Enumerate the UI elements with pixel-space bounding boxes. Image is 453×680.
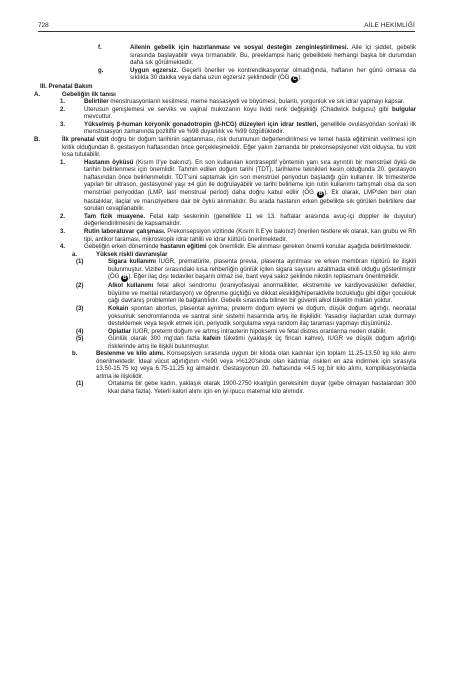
list-item bbox=[60, 158, 416, 213]
item-text: menstruasyonların kesilmesi, meme hassasiyeti ve büyümesi, bulantı, yorgunluk ve sık idrar yapmayı kapsar. bbox=[108, 98, 405, 106]
item-marker: (5) bbox=[76, 335, 84, 343]
item-text: spontan abortus, plasental ayrılma, preterm doğum eylemi ve doğum, düşük doğum ağırlığı, neonatal yoksunluk sendromlarında ve santral sinir sistemi hasarında artış ile ilişkilidir. Yasadışı ilaçlardan uzak durmayı desteklemek veya teşvik etmek için, periyodik sorgulama veya random ilaç taraması yapmayı düşününüz. bbox=[108, 304, 416, 328]
item-emphasis: kafein bbox=[202, 335, 221, 343]
item-marker: a. bbox=[72, 250, 78, 258]
page-body bbox=[34, 44, 417, 396]
item-text-tail: tüketimi (yaklaşık üç fincan kahve), IUGR ve düşük doğum ağırlığı risklerinde artış ile ilişkili bulunmuştur. bbox=[108, 335, 416, 350]
item-marker: (3) bbox=[76, 304, 84, 312]
item-heading: Gebeliğin ilk tanısı bbox=[62, 90, 116, 98]
item-heading: Beslenme ve kilo alımı. bbox=[96, 350, 165, 358]
item-heading: Yüksek riskli davranışlar bbox=[96, 250, 168, 258]
item-marker: b. bbox=[72, 350, 78, 358]
item-marker: A. bbox=[34, 90, 41, 98]
list-item bbox=[76, 327, 416, 336]
list-item bbox=[34, 90, 416, 99]
list-item bbox=[60, 212, 416, 228]
list-item bbox=[34, 136, 417, 159]
list-item bbox=[98, 44, 416, 67]
page-header bbox=[38, 22, 415, 32]
list-item bbox=[60, 105, 416, 121]
list-item bbox=[60, 243, 416, 251]
evidence-grade-badge: B bbox=[318, 190, 323, 197]
item-text: Uterusun genişlemesi ve serviks ve vajinal mukozanın koyu lividi renk değişikliği (Chadwick bulgusu) gibi bbox=[84, 105, 392, 113]
item-text: Ortalama bir gebe kadın, yaklaşık olarak 1900-2750 kkal/gün gereksinim duyar (gebe olmayan hastalardan 300 kkal daha fazla). Yeterli kalori alımı için en iyi ipucu maternal kilo alımıdır. bbox=[108, 380, 416, 395]
item-marker: (1) bbox=[76, 258, 84, 266]
list-item bbox=[72, 250, 416, 259]
item-heading: Alkol kullanımı bbox=[108, 282, 154, 290]
item-marker: 2. bbox=[60, 105, 66, 113]
item-text: IUGR, preterm doğum ve artmış intrauterin hipoksemi ve fetal distres oranlarına neden olabilir. bbox=[131, 327, 387, 335]
evidence-grade-badge: C bbox=[292, 76, 297, 83]
item-text: genellikle ovulasyondan sonraki ilk menstruasyon zamanında pozitiftir ve %98 duyarlılık ve %99 özgüllüktedir. bbox=[84, 120, 416, 136]
item-text: Günlük olarak 300 mg'dan fazla bbox=[108, 335, 203, 343]
item-marker: (4) bbox=[76, 327, 84, 335]
item-text: Aile içi şiddet, gebelik sırasında başlayabilir veya tırmanabilir. Bu, preeklampsi hariç gebelikteki herhangi başka bir durumdan daha sık görülmektedir. bbox=[130, 44, 416, 67]
item-text: (Kısım II'ye bakınız). En son kullanılan kontraseptif yöntemin yanı sıra ayrıntılı bir menstrüel öykü de tarihin belirlenmesi için önemlidir. Tahmin edilen doğum tarihi (TDT), tarihleme teknikleri kesin olduğunda 20. gestasyon haftasından önce belirlenmelidir. TDT'sini saptamak için son menstrüel periyodun başladığı gün kullanılır. İlk trimesterde yapılan bir ultrason, gestasyonel yaşı ±4 gün ile doğrulayabilir ve tarihi belirleme için rutin kullanımı tartışmalı olsa da son menstrüel periyoddan (LMP, last menstrual period) daha doğru kabul edilir (ÖG bbox=[84, 158, 416, 196]
item-text-tail: ). Ek olarak, LMP'den beri olan hastalıklar, ilaçlar ve maruziyetlere dair bir öykü alınmalıdır. Bu arada hastanın erken gebelikte sık görülen belirtilere dair soruları cevaplanabilir. bbox=[84, 188, 416, 213]
item-marker: B. bbox=[34, 136, 41, 144]
item-text: Prekonsepsiyon vizitinde (Kısım II.E'ye bakınız) önerilen testlere ek olarak, kan grubu ve Rh tipi, antikor taraması, mikroskopik idrar tahlili ve idrar kültürü önerilmektedir. bbox=[84, 228, 416, 243]
list-item bbox=[60, 98, 416, 106]
item-text: Gebeliğin erken döneminde bbox=[84, 243, 161, 251]
running-title: AİLE HEKİMLİĞİ bbox=[364, 22, 415, 29]
item-marker: g. bbox=[98, 66, 104, 74]
list-item bbox=[72, 350, 416, 380]
item-marker: 4. bbox=[60, 243, 66, 251]
item-heading: Sigara kullanımı bbox=[108, 258, 156, 266]
list-item bbox=[76, 282, 416, 305]
item-text-tail: ). bbox=[298, 74, 302, 82]
item-heading: Belirtiler bbox=[84, 98, 109, 106]
item-heading: İlk prenatal vizit bbox=[62, 136, 109, 144]
item-heading: Yükselmiş β-human koryonik gonadotropin (β-hCG) düzeyleri için idrar testleri, bbox=[84, 120, 319, 128]
item-heading: Rutin laboratuvar çalışması. bbox=[84, 228, 166, 236]
item-heading: III. Prenatal Bakım bbox=[40, 83, 93, 91]
item-marker: 2. bbox=[60, 212, 66, 220]
item-marker: (2) bbox=[76, 282, 84, 290]
list-item bbox=[98, 66, 416, 84]
evidence-grade-badge: B bbox=[122, 275, 127, 282]
item-text: Konsepsiyon sırasında uygun bir kiloda olan kadınlar için toplam 11.25-13.50 kg kilo alımı önerilmektedir. İdeal vücut ağırlığının <%90 veya >%120'sinde olan kadınlar, riskleri en aza indirmek için sırasıyla 13.50-15.75 kg veya 6.75-11.25 kg almalıdır. Gestasyonun 20. haftasında <4.5 kg bir kilo alımı, komplikasyonlarda artma ile ilişkilidir. bbox=[96, 350, 416, 380]
list-item bbox=[40, 83, 416, 91]
item-marker: 3. bbox=[60, 228, 66, 236]
item-text: Geçerli öneriler ve kontrendikasyonlar olmadığında, haftanın her günü olmasa da sıklıkla 30 dakika veya daha uzun egzersiz şeklindedir (ÖG bbox=[130, 66, 416, 82]
list-item bbox=[76, 258, 416, 282]
item-text-tail: ). Eğer ilaç dışı tedaviler başarılı olmaz ise, bant veya sakız şeklinde nikotin replasmanı önerilmelidir. bbox=[128, 273, 400, 281]
item-heading: Opiatlar bbox=[108, 327, 132, 335]
item-heading: Hastanın öyküsü bbox=[84, 158, 134, 166]
item-marker: f. bbox=[98, 44, 102, 51]
item-marker: 1. bbox=[60, 158, 66, 166]
item-text: doğru bir doğum tarihinin saptanması, risk durumunun değerlendirilmesi ve temel hasta eğitiminin verilmesi için kritik olduğundan 8. gestasyon haftasından önce gerçekleşmelidir. Eğer yakın zamanda bir prekonsepsiyonel vizit olduysa, bu vizit kısa tutulabilir. bbox=[62, 136, 417, 159]
list-item bbox=[60, 228, 416, 243]
item-text: IUGR, prematürite, plasenta previa, plasenta ayrılması ve erken membran rüptürü ile ilişkili bulunmuştur. Vizitler sırasındaki kısa rehberliğin günlük içilen sigara sayısını azaltmada etkili olduğu gösterilmiştir (ÖG bbox=[108, 258, 416, 281]
item-heading: Kokain bbox=[108, 304, 129, 312]
item-heading: Tam fizik muayene. bbox=[84, 212, 146, 220]
page-number: 728 bbox=[38, 22, 49, 29]
list-item bbox=[76, 304, 416, 328]
item-heading: Uygun egzersiz. bbox=[130, 66, 179, 74]
item-marker: 1. bbox=[60, 98, 66, 106]
list-item bbox=[60, 120, 416, 136]
item-text: fetal alkol sendromu (kraniyofasiyal anormallikler, ekstremite ve kardiyovasküler defektler, büyüme ve mental retardasyon) ve öğrenme güçlüğü ve dikkat eksikliği/hiperaktivite bozukluğu gibi diğer çocukluk çağı davranış problemleri ile bağlantılıdır. Gebelik sırasında bilinen bir güvenli alkol tüketim miktarı yoktur. bbox=[108, 282, 416, 305]
item-text-tail: mevcuttur. bbox=[84, 113, 113, 121]
item-heading: Ailenin gebelik için hazırlanması ve sosyal desteğin zenginleştirilmesi. bbox=[130, 44, 349, 51]
item-text: Fetal kalp seslerinin (genellikle 11 ve 13. haftalar arasında avuç-içi doppler ile duyulur) değerlendirilmesini de kapsamalıdır. bbox=[84, 212, 416, 228]
list-item bbox=[76, 380, 416, 395]
list-item bbox=[76, 335, 416, 350]
item-emphasis: bulgular bbox=[391, 105, 416, 113]
item-marker: 3. bbox=[60, 120, 66, 128]
item-emphasis: hastanın eğitimi bbox=[160, 243, 207, 251]
item-marker: (1) bbox=[76, 380, 84, 388]
item-text-tail: çok önemlidir. Ele alınması gereken önemli konular aşağıda belirtilmektedir. bbox=[206, 243, 412, 251]
